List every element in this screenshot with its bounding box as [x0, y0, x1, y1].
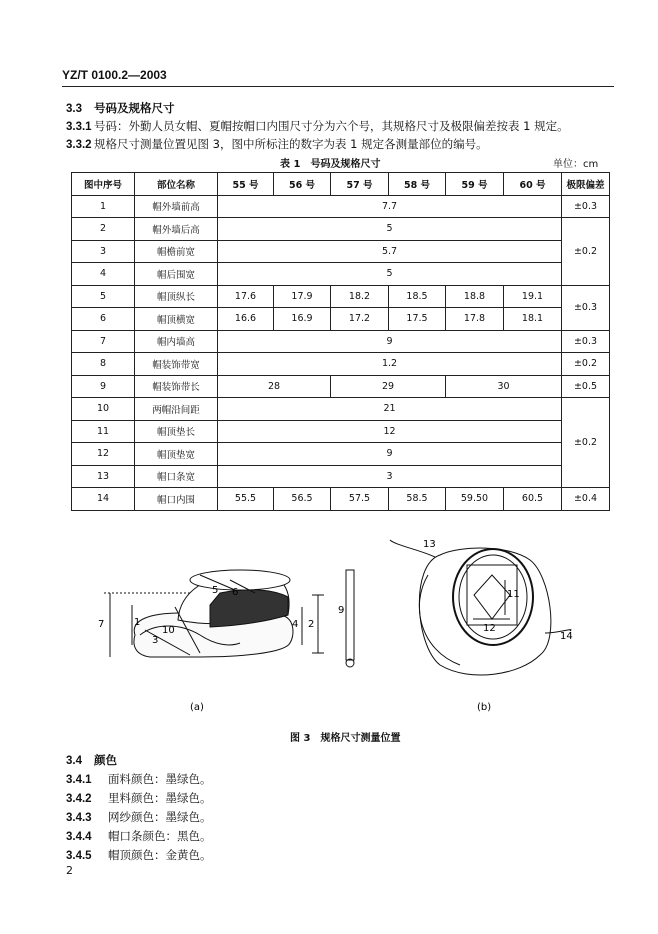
figure-3-drawing — [90, 535, 573, 720]
size-value: 18.5 — [389, 285, 446, 308]
table-row — [72, 420, 610, 443]
row-no: 8 — [72, 353, 135, 376]
size-value: 17.6 — [218, 285, 274, 308]
clause-number: 3.4.3 — [66, 812, 92, 824]
size-value: 18.1 — [504, 308, 562, 331]
row-name: 帽口内围 — [135, 488, 218, 511]
fig-a-label: 3 — [152, 635, 159, 646]
fig-a-label: 4 — [292, 619, 299, 630]
size-value: 18.2 — [331, 285, 389, 308]
row-name: 帽外墙前高 — [135, 195, 218, 218]
row-value: 1.2 — [218, 353, 562, 376]
row-name: 帽口条宽 — [135, 465, 218, 488]
row-no: 10 — [72, 398, 135, 421]
table-header-row — [72, 173, 610, 196]
header-cell: 57 号 — [331, 173, 389, 196]
row-name: 帽顶纵长 — [135, 285, 218, 308]
row-value: 12 — [218, 420, 562, 443]
clause-3-3-2 — [66, 136, 488, 152]
row-no: 5 — [72, 285, 135, 308]
row-name: 帽顶垫宽 — [135, 443, 218, 466]
pair-value: 30 — [446, 375, 562, 398]
row-value: 5 — [218, 263, 562, 286]
size-value: 17.9 — [274, 285, 331, 308]
header-cell: 55 号 — [218, 173, 274, 196]
clause-text: 里料颜色：墨绿色。 — [108, 791, 212, 805]
row-no: 11 — [72, 420, 135, 443]
tolerance-cell: ±0.3 — [562, 330, 610, 353]
clause-3-4-4 — [66, 828, 212, 847]
tolerance-cell: ±0.5 — [562, 375, 610, 398]
pair-value: 29 — [331, 375, 446, 398]
section-3-4-heading — [66, 752, 212, 771]
clause-number: 3.4.1 — [66, 774, 92, 786]
header-cell: 60 号 — [504, 173, 562, 196]
table-row — [72, 308, 610, 331]
row-no: 4 — [72, 263, 135, 286]
row-value: 9 — [218, 330, 562, 353]
table-row — [72, 488, 610, 511]
table-row — [72, 195, 610, 218]
row-no: 1 — [72, 195, 135, 218]
row-value: 5.7 — [218, 240, 562, 263]
clause-3-3-1 — [66, 118, 569, 134]
header-cell: 59 号 — [446, 173, 504, 196]
row-no: 3 — [72, 240, 135, 263]
row-name: 两帽沿间距 — [135, 398, 218, 421]
size-value: 57.5 — [331, 488, 389, 511]
table-row — [72, 263, 610, 286]
figure-caption: 图 3 规格尺寸测量位置 — [290, 733, 401, 744]
table-row — [72, 353, 610, 376]
clause-number: 3.4.5 — [66, 850, 92, 862]
fig-a-label: 9 — [338, 605, 345, 616]
cap-top-view — [390, 540, 571, 675]
section-3-4 — [66, 752, 212, 866]
subfigure-b-label: (b) — [477, 702, 492, 713]
row-value: 21 — [218, 398, 562, 421]
table-row — [72, 330, 610, 353]
spec-table — [71, 172, 610, 511]
clause-3-4-5 — [66, 847, 212, 866]
size-value: 19.1 — [504, 285, 562, 308]
size-value: 60.5 — [504, 488, 562, 511]
clause-number: 3.4.2 — [66, 793, 92, 805]
section-3-3-heading — [66, 100, 175, 116]
row-name: 帽檐前宽 — [135, 240, 218, 263]
size-value: 55.5 — [218, 488, 274, 511]
clause-3-4-1 — [66, 771, 212, 790]
size-value: 16.6 — [218, 308, 274, 331]
row-name: 帽内墙高 — [135, 330, 218, 353]
size-value: 17.8 — [446, 308, 504, 331]
row-no: 12 — [72, 443, 135, 466]
clause-number: 3.3.2 — [66, 139, 92, 151]
tolerance-cell: ±0.2 — [562, 398, 610, 488]
row-no: 14 — [72, 488, 135, 511]
row-name: 帽装饰带长 — [135, 375, 218, 398]
row-name: 帽装饰带宽 — [135, 353, 218, 376]
row-name: 帽后围宽 — [135, 263, 218, 286]
fig-a-label: 1 — [134, 617, 141, 628]
fig-a-label: 7 — [98, 619, 105, 630]
size-value: 17.5 — [389, 308, 446, 331]
row-name: 帽顶垫长 — [135, 420, 218, 443]
tolerance-cell: ±0.3 — [562, 285, 610, 330]
fig-b-label: 13 — [423, 539, 436, 550]
row-no: 2 — [72, 218, 135, 241]
section-title: 颜色 — [94, 753, 117, 767]
clause-text: 号码：外勤人员女帽、夏帽按帽口内围尺寸分为六个号，其规格尺寸及极限偏差按表 1 规定。 — [94, 119, 569, 133]
fig-b-label: 12 — [483, 623, 496, 634]
table-row — [72, 398, 610, 421]
header-cell: 图中序号 — [72, 173, 135, 196]
tolerance-cell: ±0.2 — [562, 218, 610, 286]
table-row — [72, 218, 610, 241]
clause-number: 3.4.4 — [66, 831, 92, 843]
table-row — [72, 465, 610, 488]
pair-value: 28 — [218, 375, 331, 398]
fig-b-label: 14 — [560, 631, 573, 642]
table-row — [72, 443, 610, 466]
clause-text: 帽顶颜色：金黄色。 — [108, 848, 212, 862]
row-no: 9 — [72, 375, 135, 398]
row-value: 7.7 — [218, 195, 562, 218]
size-value: 16.9 — [274, 308, 331, 331]
row-value: 3 — [218, 465, 562, 488]
fig-b-label: 11 — [507, 589, 520, 600]
fig-a-label: 2 — [308, 619, 315, 630]
section-number: 3.4 — [66, 755, 82, 767]
row-value: 9 — [218, 443, 562, 466]
header-cell: 56 号 — [274, 173, 331, 196]
clause-number: 3.3.1 — [66, 121, 92, 133]
clause-text: 规格尺寸测量位置见图 3，图中所标注的数字为表 1 规定各测量部位的编号。 — [94, 137, 488, 151]
tolerance-cell: ±0.4 — [562, 488, 610, 511]
clause-3-4-2 — [66, 790, 212, 809]
page-number: 2 — [66, 864, 73, 877]
clause-text: 面料颜色：墨绿色。 — [108, 772, 212, 786]
row-name: 帽顶横宽 — [135, 308, 218, 331]
standard-number: YZ/T 0100.2—2003 — [62, 68, 167, 82]
tolerance-cell: ±0.3 — [562, 195, 610, 218]
section-number: 3.3 — [66, 103, 82, 115]
size-value: 56.5 — [274, 488, 331, 511]
size-value: 59.50 — [446, 488, 504, 511]
subfigure-a-label: (a) — [190, 702, 204, 713]
clause-3-4-3 — [66, 809, 212, 828]
section-title: 号码及规格尺寸 — [94, 103, 175, 115]
size-value: 17.2 — [331, 308, 389, 331]
table-unit: 单位：cm — [553, 159, 599, 170]
fig-a-label: 6 — [232, 587, 239, 598]
row-value: 5 — [218, 218, 562, 241]
header-cell: 58 号 — [389, 173, 446, 196]
row-no: 7 — [72, 330, 135, 353]
table-caption: 表 1 号码及规格尺寸 — [280, 159, 381, 170]
row-name: 帽外墙后高 — [135, 218, 218, 241]
size-value: 18.8 — [446, 285, 504, 308]
header-rule — [62, 86, 614, 87]
clause-text: 帽口条颜色：黑色。 — [108, 829, 212, 843]
row-no: 6 — [72, 308, 135, 331]
table-row — [72, 240, 610, 263]
tolerance-cell: ±0.2 — [562, 353, 610, 376]
header-cell: 部位名称 — [135, 173, 218, 196]
table-row — [72, 285, 610, 308]
fig-a-label: 10 — [162, 625, 175, 636]
clause-text: 网纱颜色：墨绿色。 — [108, 810, 212, 824]
fig-a-label: 5 — [212, 585, 219, 596]
size-value: 58.5 — [389, 488, 446, 511]
row-no: 13 — [72, 465, 135, 488]
header-cell: 极限偏差 — [562, 173, 610, 196]
table-row — [72, 375, 610, 398]
